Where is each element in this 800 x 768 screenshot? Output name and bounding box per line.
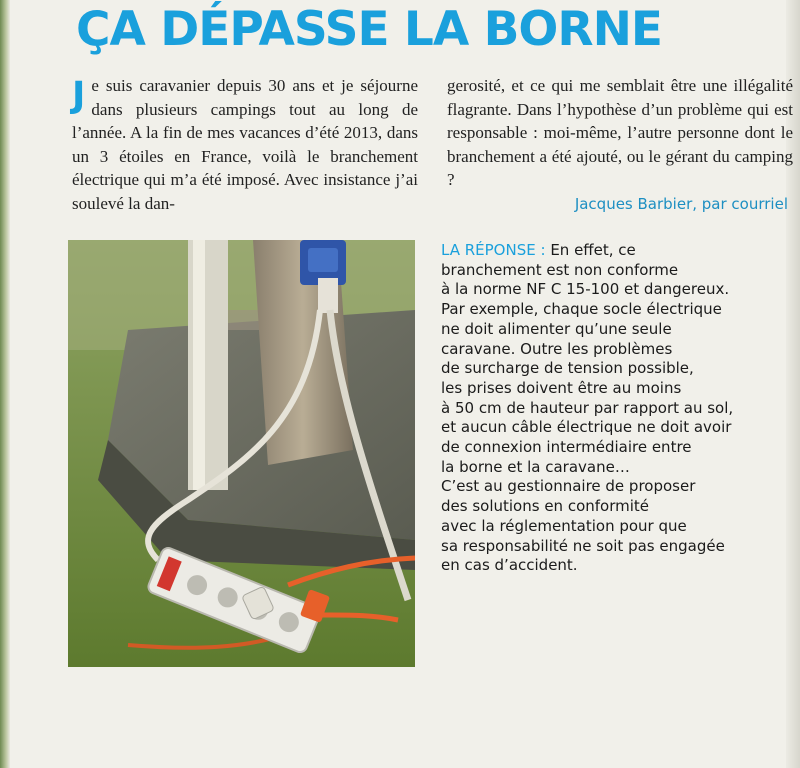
- letter-column-left: [72, 74, 418, 215]
- letter-column-right: [447, 74, 793, 192]
- answer-line: caravane. Outre les problèmes: [441, 339, 673, 358]
- answer-line: des solutions en conformité: [441, 497, 650, 516]
- answer-line: En effet, ce: [550, 241, 636, 259]
- answer-line: ne doit alimenter qu’une seule: [441, 319, 672, 338]
- answer-line: C’est au gestionnaire de proposer: [441, 477, 696, 496]
- letter-text-left: e suis caravanier depuis 30 ans et je séjourne dans plusieurs campings tout au long de l’année. A la fin de mes vacances d’été 2013, dans un 3 étoiles en France, voilà le branchement électrique qui m’a été imposé. Avec insistance j’ai soulevé la dan-: [72, 76, 418, 213]
- answer-label: LA RÉPONSE :: [441, 241, 546, 259]
- letter-signature: Jacques Barbier, par courriel: [574, 195, 788, 213]
- drop-cap: J: [72, 75, 86, 116]
- answer-line: en cas d’accident.: [441, 556, 578, 575]
- answer-line: de connexion intermédiaire entre: [441, 438, 692, 457]
- answer-line: sa responsabilité ne soit pas engagée: [441, 536, 725, 555]
- answer-line: les prises doivent être au moins: [441, 378, 682, 397]
- answer-line: et aucun câble électrique ne doit avoir: [441, 418, 732, 437]
- answer-line: à la norme NF C 15-100 et dangereux.: [441, 280, 730, 299]
- photo-power-strip: [68, 240, 415, 667]
- answer-line: la borne et la caravane…: [441, 457, 630, 476]
- answer-line: à 50 cm de hauteur par rapport au sol,: [441, 398, 734, 417]
- answer-line: de surcharge de tension possible,: [441, 359, 694, 378]
- answer-line: branchement est non conforme: [441, 260, 679, 279]
- page-edge-left: [0, 0, 10, 768]
- answer-block: [441, 241, 791, 576]
- letter-text-right: gerosité, et ce qui me semblait être une illégalité flagrante. Dans l’hypothèse d’un problème qui est responsable : moi-même, l’autre personne dont le branchement a été ajouté, ou le gérant du camping ?: [447, 76, 793, 189]
- answer-line: Par exemple, chaque socle électrique: [441, 300, 722, 319]
- answer-line: avec la réglementation pour que: [441, 516, 687, 535]
- article-title: ÇA DÉPASSE LA BORNE: [76, 2, 663, 57]
